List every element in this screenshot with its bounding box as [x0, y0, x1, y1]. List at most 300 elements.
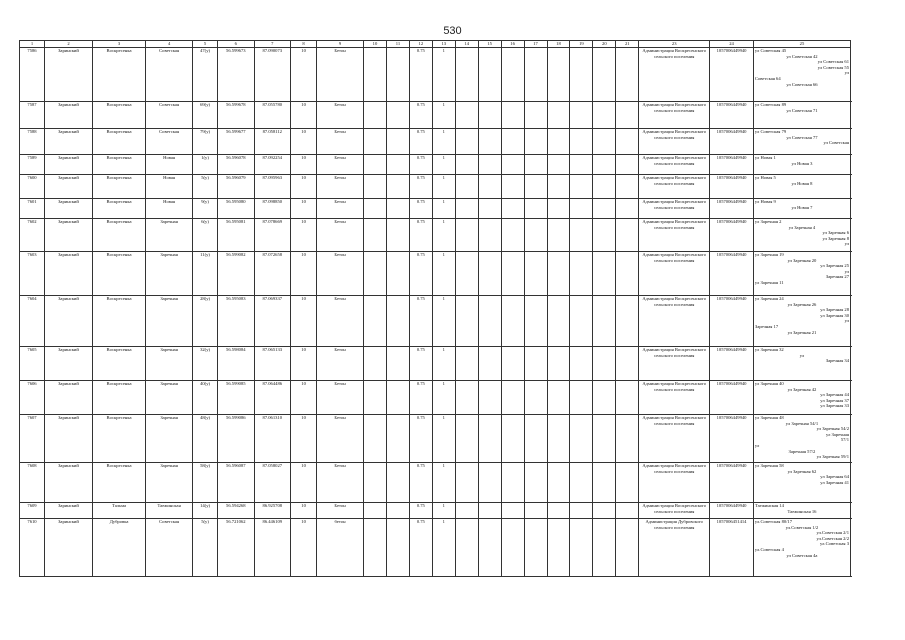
cell-empty [455, 252, 478, 296]
cell-empty [570, 199, 593, 219]
cell-settlement: Воскресенка [92, 102, 145, 129]
cell-empty [478, 296, 501, 347]
cell-empty [501, 381, 524, 415]
address-line: 57/1 [840, 437, 849, 443]
address-line: ул Заречная 54/2 [816, 426, 849, 432]
cell-addresses [753, 155, 850, 175]
cell-ogrn: 1057006449940 [710, 129, 754, 155]
cell-empty [478, 155, 501, 175]
cell-empty [524, 175, 547, 199]
column-header-15: 15 [478, 41, 501, 48]
cell-empty [547, 296, 570, 347]
cell-empty [478, 48, 501, 102]
cell-house: 5(у) [193, 519, 218, 577]
cell-empty [570, 252, 593, 296]
cell-v13: 0.75 [409, 519, 432, 577]
cell-empty [364, 381, 387, 415]
cell-v14: 1 [432, 252, 455, 296]
cell-v13: 0.75 [409, 503, 432, 519]
cell-material: Бетон [317, 463, 364, 503]
cell-v14: 1 [432, 347, 455, 381]
cell-n8: 10 [291, 175, 317, 199]
cell-empty [386, 48, 409, 102]
registry-table [19, 40, 851, 577]
cell-empty [593, 129, 616, 155]
cell-empty [593, 519, 616, 577]
address-line: ул Новая 3 [791, 160, 813, 166]
cell-org: Администрация Воскресенского сельского поселения [639, 381, 710, 415]
address-line: ул Заречная 48 [754, 415, 784, 420]
cell-empty [524, 252, 547, 296]
address-line: ул Заречная 21 [787, 329, 817, 335]
cell-empty [501, 415, 524, 463]
cell-v14: 1 [432, 102, 455, 129]
cell-empty [501, 129, 524, 155]
cell-v14: 1 [432, 129, 455, 155]
table-row [20, 503, 851, 519]
address-line: ул Заречная 40 [754, 381, 784, 386]
cell-empty [501, 219, 524, 252]
cell-material: Бетон [317, 199, 364, 219]
cell-district: Заринский [45, 296, 93, 347]
address-line: ул Советская 45 [754, 48, 787, 53]
cell-empty [524, 503, 547, 519]
cell-house: 6(у) [193, 219, 218, 252]
cell-empty [364, 503, 387, 519]
cell-street: Советская [146, 129, 193, 155]
cell-addresses [753, 463, 850, 503]
address-line: ул Советская 55 [817, 64, 849, 70]
address-line: ул Новая 8 [791, 180, 813, 186]
cell-empty [386, 415, 409, 463]
cell-lat: 56.599085 [218, 381, 254, 415]
cell-district: Заринский [45, 129, 93, 155]
column-header-17: 17 [524, 41, 547, 48]
cell-v13: 0.75 [409, 463, 432, 503]
cell-district: Заринский [45, 155, 93, 175]
cell-material: Бетон [317, 296, 364, 347]
cell-ogrn: 1057006451414 [710, 519, 754, 577]
cell-empty [455, 129, 478, 155]
column-header-1: 1 [20, 41, 45, 48]
cell-n8: 10 [291, 463, 317, 503]
cell-empty [570, 519, 593, 577]
cell-empty [616, 463, 639, 503]
column-header-13: 13 [432, 41, 455, 48]
cell-empty [501, 155, 524, 175]
cell-ogrn: 1057006449940 [710, 296, 754, 347]
cell-empty [524, 155, 547, 175]
cell-district: Заринский [45, 199, 93, 219]
cell-addresses [753, 381, 850, 415]
cell-settlement: Воскресенка [92, 129, 145, 155]
cell-n8: 10 [291, 519, 317, 577]
cell-empty [593, 48, 616, 102]
cell-org: Администрация Воскресенского сельского поселения [639, 219, 710, 252]
cell-street: Новая [146, 175, 193, 199]
cell-empty [478, 102, 501, 129]
column-header-23: 24 [710, 41, 754, 48]
cell-empty [501, 347, 524, 381]
address-line: ул Заречная 59/1 [816, 454, 849, 460]
cell-settlement: Воскресенка [92, 381, 145, 415]
cell-material: Бетон [317, 347, 364, 381]
cell-empty [547, 48, 570, 102]
address-line: ул Советская [823, 140, 849, 146]
cell-street: Новая [146, 155, 193, 175]
address-line: ул Советская 71 [786, 107, 818, 113]
cell-empty [455, 48, 478, 102]
table-row [20, 219, 851, 252]
cell-lon: 87.058027 [254, 463, 290, 503]
cell-empty [616, 252, 639, 296]
cell-empty [524, 381, 547, 415]
address-line: ул Заречная 20 [787, 257, 817, 263]
cell-street: Советская [146, 48, 193, 102]
cell-ogrn: 1057006449940 [710, 175, 754, 199]
column-header-12: 12 [409, 41, 432, 48]
cell-org: Администрация Воскресенского сельского поселения [639, 252, 710, 296]
column-header-19: 19 [570, 41, 593, 48]
cell-empty [570, 48, 593, 102]
cell-n8: 10 [291, 415, 317, 463]
cell-street: Советская [146, 519, 193, 577]
cell-empty [616, 175, 639, 199]
cell-empty [478, 347, 501, 381]
address-line: ул [844, 70, 849, 76]
column-header-4: 4 [146, 41, 193, 48]
cell-empty [593, 155, 616, 175]
cell-empty [478, 199, 501, 219]
cell-street: Советская [146, 102, 193, 129]
cell-addresses [753, 48, 850, 102]
cell-empty [570, 219, 593, 252]
cell-settlement: Тальма [92, 503, 145, 519]
cell-ogrn: 1057006449940 [710, 48, 754, 102]
page-number: 530 [443, 25, 462, 37]
cell-empty [524, 519, 547, 577]
cell-empty [364, 463, 387, 503]
cell-empty [593, 199, 616, 219]
cell-lat: 56.596078 [218, 155, 254, 175]
cell-empty [501, 48, 524, 102]
column-header-11: 11 [386, 41, 409, 48]
cell-lat: 56.599677 [218, 129, 254, 155]
cell-empty [547, 503, 570, 519]
cell-empty [455, 415, 478, 463]
cell-empty [616, 155, 639, 175]
cell-empty [364, 48, 387, 102]
address-line: ул Советская 61 [817, 59, 849, 65]
address-line: ул Заречная 32 [754, 347, 784, 352]
address-line: Заречная 57/2 [788, 448, 816, 454]
cell-house: 40(у) [193, 381, 218, 415]
cell-settlement: Дубровка [92, 519, 145, 577]
address-line: ул Советская 79 [754, 129, 787, 134]
cell-empty [364, 347, 387, 381]
cell-empty [478, 519, 501, 577]
cell-material: Бетон [317, 129, 364, 155]
cell-empty [386, 155, 409, 175]
cell-addresses [753, 252, 850, 296]
cell-district: Заринский [45, 219, 93, 252]
cell-n8: 10 [291, 155, 317, 175]
column-header-7: 7 [254, 41, 290, 48]
cell-empty [386, 129, 409, 155]
cell-lat: 56.594268 [218, 503, 254, 519]
cell-empty [547, 381, 570, 415]
cell-empty [364, 252, 387, 296]
cell-empty [386, 175, 409, 199]
cell-v14: 1 [432, 219, 455, 252]
cell-settlement: Воскресенка [92, 175, 145, 199]
address-line: ул Заречная 6 [822, 230, 849, 236]
cell-empty [524, 48, 547, 102]
cell-empty [547, 463, 570, 503]
address-line: ул Заречная 25 [820, 263, 849, 269]
cell-empty [524, 219, 547, 252]
address-line: ул [844, 241, 849, 247]
cell-settlement: Воскресенка [92, 463, 145, 503]
cell-empty [386, 503, 409, 519]
cell-district: Заринский [45, 519, 93, 577]
table-row [20, 252, 851, 296]
cell-num: 7608 [20, 463, 45, 503]
cell-addresses [753, 102, 850, 129]
cell-num: 7606 [20, 381, 45, 415]
address-line: ул [844, 318, 849, 324]
cell-empty [501, 252, 524, 296]
cell-empty [455, 155, 478, 175]
address-line: ул.Советская 4 [754, 546, 784, 552]
cell-ogrn: 1057006449940 [710, 199, 754, 219]
cell-empty [364, 155, 387, 175]
cell-lon: 86.925708 [254, 503, 290, 519]
cell-material: Бетон [317, 252, 364, 296]
cell-district: Заринский [45, 175, 93, 199]
cell-lon: 87.072658 [254, 252, 290, 296]
cell-num: 7603 [20, 252, 45, 296]
cell-n8: 10 [291, 48, 317, 102]
cell-empty [547, 129, 570, 155]
address-line: ул Заречная 64 [820, 474, 849, 480]
cell-empty [364, 296, 387, 347]
address-line: ул Заречная [825, 431, 849, 437]
cell-district: Заринский [45, 381, 93, 415]
cell-empty [616, 199, 639, 219]
cell-empty [570, 503, 593, 519]
cell-v14: 1 [432, 415, 455, 463]
address-line: ул Советская 42 [786, 53, 818, 59]
cell-empty [570, 175, 593, 199]
cell-v13: 0.75 [409, 381, 432, 415]
cell-district: Заринский [45, 415, 93, 463]
column-header-18: 18 [547, 41, 570, 48]
cell-empty [364, 175, 387, 199]
cell-ogrn: 1057006449940 [710, 219, 754, 252]
cell-v13: 0.75 [409, 219, 432, 252]
table-body [20, 48, 851, 577]
cell-district: Заринский [45, 347, 93, 381]
cell-lat: 56.599673 [218, 48, 254, 102]
cell-empty [547, 519, 570, 577]
cell-settlement: Воскресенка [92, 296, 145, 347]
cell-empty [455, 519, 478, 577]
cell-empty [386, 102, 409, 129]
cell-house: 47(у) [193, 48, 218, 102]
cell-num: 7605 [20, 347, 45, 381]
cell-v14: 1 [432, 175, 455, 199]
column-header-10: 10 [364, 41, 387, 48]
cell-empty [524, 129, 547, 155]
cell-empty [501, 102, 524, 129]
cell-num: 7602 [20, 219, 45, 252]
address-line: ул Заречная 62 [787, 468, 817, 474]
cell-v14: 1 [432, 381, 455, 415]
cell-empty [524, 415, 547, 463]
cell-district: Заринский [45, 252, 93, 296]
cell-empty [524, 463, 547, 503]
address-line: ул Советская 77 [786, 134, 818, 140]
address-line: ул Заречная 2 [754, 219, 782, 224]
address-line: ул Заречная 54/1 [785, 420, 819, 426]
cell-settlement: Воскресенка [92, 252, 145, 296]
cell-v14: 1 [432, 519, 455, 577]
table-row [20, 415, 851, 463]
cell-house: 9(у) [193, 199, 218, 219]
cell-empty [524, 102, 547, 129]
cell-empty [478, 463, 501, 503]
cell-settlement: Воскресенка [92, 199, 145, 219]
cell-v13: 0.75 [409, 102, 432, 129]
cell-empty [524, 347, 547, 381]
table-row [20, 347, 851, 381]
cell-num: 7601 [20, 199, 45, 219]
cell-v14: 1 [432, 463, 455, 503]
cell-org: Администрация Воскресенского сельского поселения [639, 155, 710, 175]
cell-empty [570, 102, 593, 129]
address-line: ул.Советская 1/2 [785, 524, 819, 530]
cell-ogrn: 1057006449940 [710, 503, 754, 519]
cell-org: Администрация Дубровского сельского поселения [639, 519, 710, 577]
cell-empty [616, 503, 639, 519]
cell-v13: 0.75 [409, 199, 432, 219]
cell-empty [386, 519, 409, 577]
cell-addresses [753, 519, 850, 577]
cell-district: Заринский [45, 463, 93, 503]
cell-empty [616, 415, 639, 463]
table-header [20, 41, 851, 48]
cell-empty [501, 503, 524, 519]
address-line: Заречная 27 [825, 274, 849, 280]
cell-empty [364, 102, 387, 129]
cell-empty [570, 381, 593, 415]
cell-n8: 10 [291, 129, 317, 155]
cell-empty [547, 175, 570, 199]
cell-empty [478, 252, 501, 296]
column-header-24: 25 [753, 41, 850, 48]
cell-org: Администрация Воскресенского сельского поселения [639, 199, 710, 219]
cell-empty [455, 199, 478, 219]
cell-v13: 0.75 [409, 296, 432, 347]
cell-empty [501, 175, 524, 199]
table-row [20, 175, 851, 199]
table-row [20, 519, 851, 577]
cell-empty [547, 102, 570, 129]
cell-num: 7600 [20, 175, 45, 199]
cell-empty [570, 296, 593, 347]
cell-house: 69(у) [193, 102, 218, 129]
address-line: ул.Советская 3 [820, 541, 849, 547]
cell-v14: 1 [432, 155, 455, 175]
table-row [20, 463, 851, 503]
cell-house: 32(у) [193, 347, 218, 381]
cell-v13: 0.75 [409, 129, 432, 155]
column-header-22: 23 [639, 41, 710, 48]
cell-empty [455, 219, 478, 252]
cell-empty [364, 219, 387, 252]
address-line: ул Заречная 28 [820, 307, 849, 313]
address-line: ул Советская 89 [754, 102, 787, 107]
cell-lat: 56.595080 [218, 199, 254, 219]
cell-empty [364, 519, 387, 577]
cell-empty [455, 102, 478, 129]
address-line: ул [799, 352, 805, 358]
cell-v14: 1 [432, 199, 455, 219]
cell-empty [593, 296, 616, 347]
cell-empty [547, 199, 570, 219]
address-line: Заречная 34 [825, 358, 849, 364]
cell-empty [593, 381, 616, 415]
table-row [20, 296, 851, 347]
cell-empty [478, 381, 501, 415]
cell-n8: 10 [291, 503, 317, 519]
cell-settlement: Воскресенка [92, 48, 145, 102]
cell-v13: 0.75 [409, 252, 432, 296]
cell-empty [570, 129, 593, 155]
cell-n8: 10 [291, 296, 317, 347]
cell-num: 7610 [20, 519, 45, 577]
address-line: ул.Советская 2/1 [816, 530, 849, 536]
cell-addresses [753, 129, 850, 155]
cell-org: Администрация Воскресенского сельского поселения [639, 296, 710, 347]
address-line: ул [844, 268, 849, 274]
address-line: ул Заречная 11 [754, 279, 784, 285]
cell-lat: 56.721062 [218, 519, 254, 577]
cell-org: Администрация Воскресенского сельского поселения [639, 175, 710, 199]
address-line: ул Заречная 24 [754, 296, 784, 301]
address-line: ул Заречная 58 [754, 463, 784, 468]
cell-v13: 0.75 [409, 155, 432, 175]
cell-material: Бетон [317, 102, 364, 129]
address-line: ул Заречная 26 [787, 301, 817, 307]
cell-n8: 10 [291, 199, 317, 219]
cell-empty [386, 296, 409, 347]
cell-v13: 0.75 [409, 415, 432, 463]
address-line: ул Заречная 30 [820, 312, 849, 318]
cell-lon: 87.069337 [254, 296, 290, 347]
cell-settlement: Воскресенка [92, 347, 145, 381]
cell-material: Бетон [317, 48, 364, 102]
cell-empty [455, 463, 478, 503]
cell-district: Заринский [45, 48, 93, 102]
cell-empty [478, 415, 501, 463]
address-line: ул.Советская 2/2 [816, 535, 849, 541]
cell-empty [547, 219, 570, 252]
cell-lon: 87.061310 [254, 415, 290, 463]
address-line: ул Новая 5 [754, 175, 776, 180]
cell-empty [547, 415, 570, 463]
